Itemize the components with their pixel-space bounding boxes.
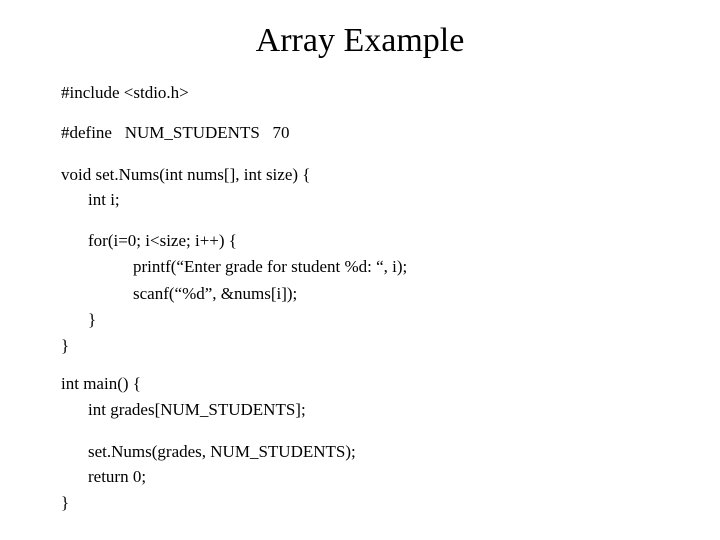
code-line-main-close-brace: } bbox=[61, 493, 70, 512]
slide-title: Array Example bbox=[255, 22, 465, 59]
code-line-define: #define NUM_STUDENTS 70 bbox=[61, 123, 290, 142]
code-line-scanf: scanf(“%d”, &nums[i]); bbox=[133, 284, 298, 303]
code-line-include: #include <stdio.h> bbox=[61, 83, 189, 102]
code-line-setnums-close-brace: } bbox=[61, 336, 70, 355]
code-line-printf: printf(“Enter grade for student %d: “, i); bbox=[133, 257, 408, 276]
code-line-main-signature: int main() { bbox=[61, 374, 141, 393]
code-line-int-i: int i; bbox=[88, 190, 120, 209]
code-line-setnums-call: set.Nums(grades, NUM_STUDENTS); bbox=[88, 442, 356, 461]
code-line-setnums-signature: void set.Nums(int nums[], int size) { bbox=[61, 165, 311, 184]
code-line-for-close-brace: } bbox=[88, 310, 97, 329]
code-line-grades-declaration: int grades[NUM_STUDENTS]; bbox=[88, 400, 306, 419]
code-line-for-loop: for(i=0; i<size; i++) { bbox=[88, 231, 237, 250]
code-line-return: return 0; bbox=[88, 467, 147, 486]
